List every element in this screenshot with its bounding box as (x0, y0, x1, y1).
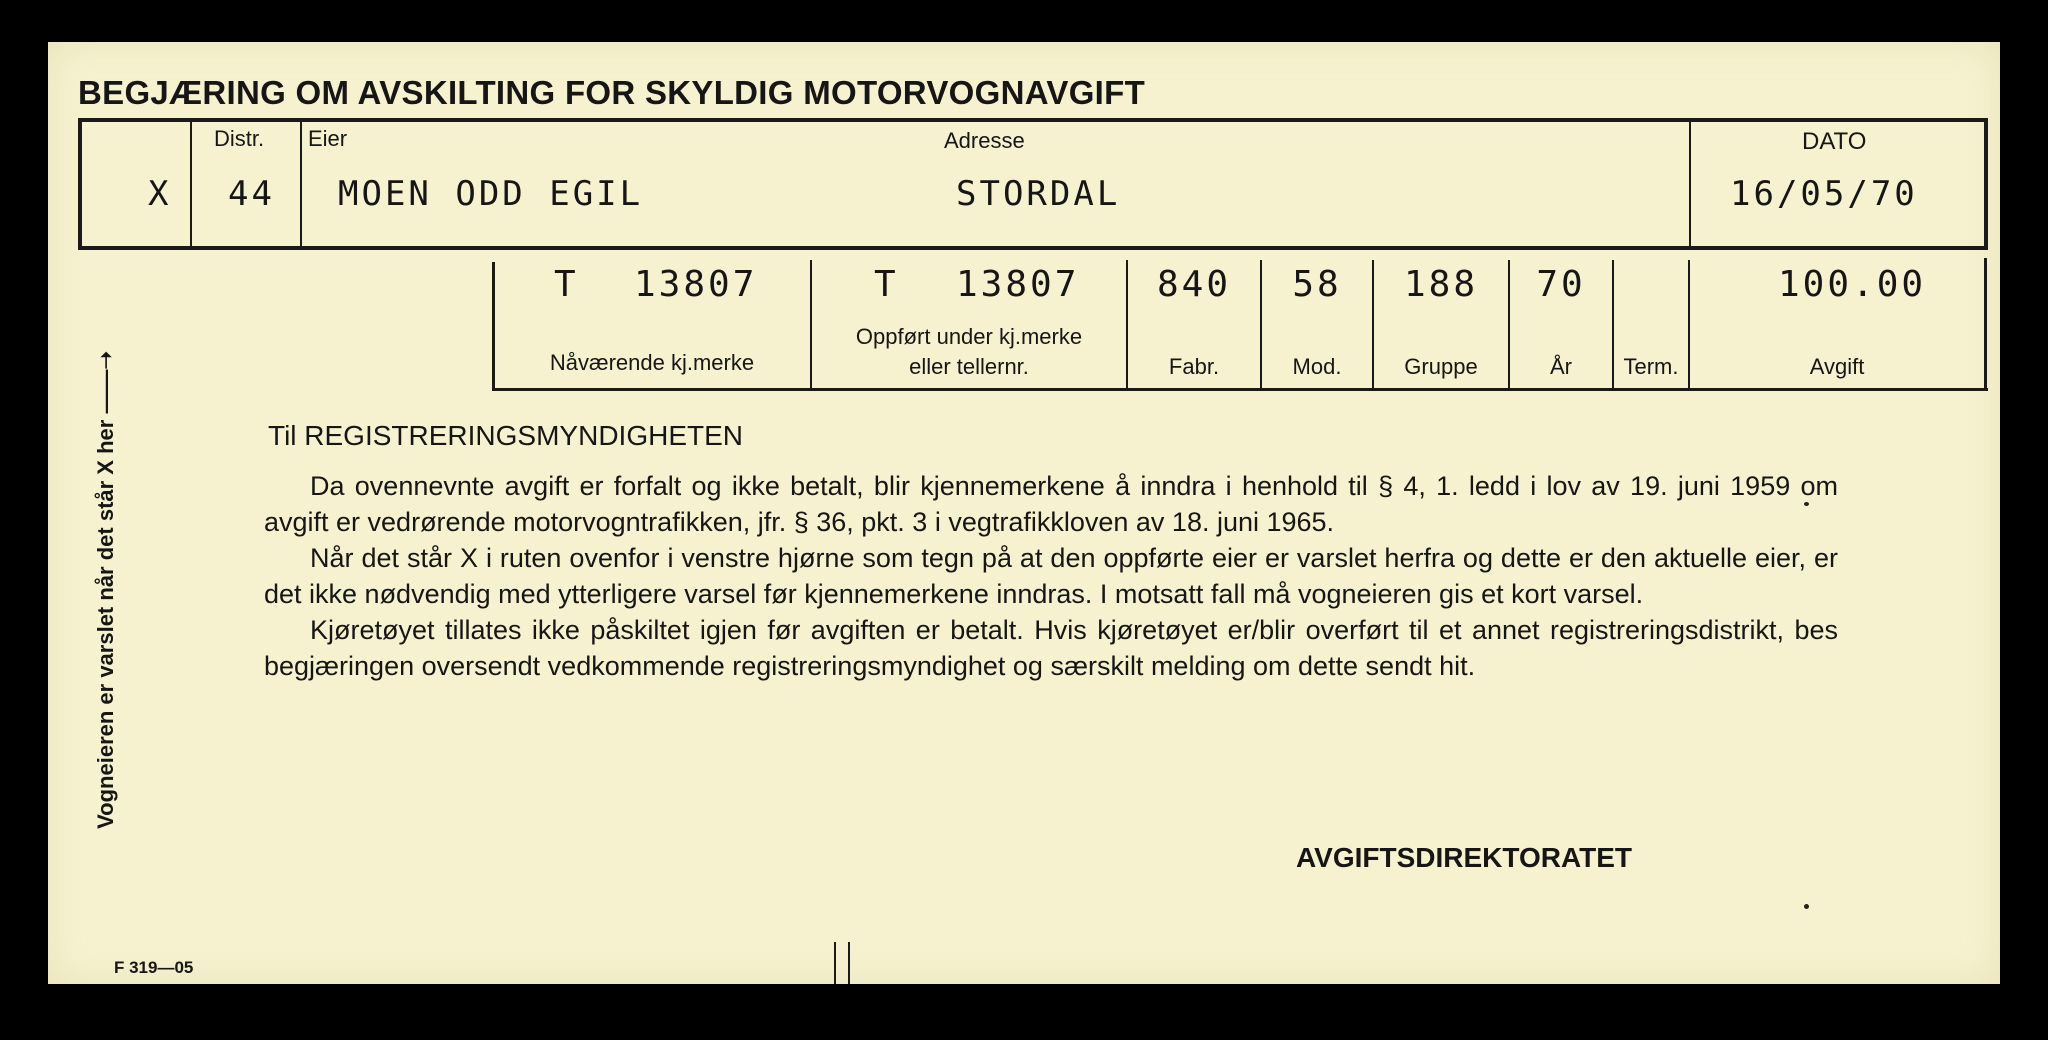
header-left-border (78, 118, 82, 250)
addressee: Til REGISTRERINGSMYNDIGHETEN (268, 420, 743, 451)
fold-mark (834, 942, 836, 984)
speck-mark (1804, 904, 1809, 909)
header-divider-dato (1689, 120, 1691, 248)
distr-value: 44 (228, 174, 275, 214)
date-value: 16/05/70 (1730, 174, 1918, 214)
gruppe-value: 188 (1403, 264, 1479, 305)
term-label: Term. (1623, 354, 1679, 379)
letter-paragraph: Da ovennevnte avgift er forfalt og ikke betalt, blir kjennemerkene å inndra i henhold til § 4, 1. ledd i lov av 19. juni 1959 om avgift er vedrørende motorvogntrafikken, jfr. § 36, pkt. 3 i vegtrafikkloven av 18. juni 1965. (264, 471, 1838, 537)
form-number: F 319—05 (114, 958, 194, 977)
side-note: Vogneieren er varslet når det står X her ——➝ (93, 351, 118, 829)
fold-mark (848, 942, 850, 984)
letter-paragraph: Kjøretøyet tillates ikke påskiltet igjen før avgiften er betalt. Hvis kjøretøyet er/blir overført til et annet registreringsdistrikt, bes begjæringen oversendt vedkommende registreringsmyndighet og særskilt melding om dette sendt hit. (264, 615, 1838, 681)
registered-plate-number: 13807 (956, 264, 1080, 305)
registered-plate-label-2: eller tellernr. (909, 354, 1029, 379)
header-bottom-rule (78, 246, 1988, 250)
fabr-label: Fabr. (1168, 354, 1220, 379)
avgift-label: Avgift (1809, 354, 1865, 379)
header-divider-distr (190, 120, 192, 248)
mod-label: Mod. (1292, 354, 1342, 379)
form-title: BEGJÆRING OM AVSKILTING FOR SKYLDIG MOTORVOGNAVGIFT (78, 74, 1146, 111)
owner-name: MOEN ODD EGIL (338, 174, 644, 214)
notified-mark: X (148, 174, 172, 214)
avgift-value: 100.00 (1778, 264, 1927, 305)
adresse-label: Adresse (944, 128, 1025, 153)
vehicle-bottom-rule (492, 388, 1988, 391)
letter-body (264, 468, 1838, 684)
vehicle-right-border (1984, 258, 1987, 391)
current-plate-label: Nåværende kj.merke (549, 350, 755, 375)
distr-label: Distr. (214, 126, 265, 151)
speck-mark (1804, 502, 1809, 506)
registered-plate-label-1: Oppført under kj.merke (855, 324, 1083, 349)
current-plate-number: 13807 (634, 264, 758, 305)
gruppe-label: Gruppe (1404, 354, 1478, 379)
eier-label: Eier (308, 126, 348, 151)
header-right-border (1984, 118, 1988, 250)
ar-label: År (1550, 354, 1572, 379)
registered-plate-letter: T (874, 264, 899, 305)
header-divider-eier (300, 120, 302, 248)
letter-paragraph: Når det står X i ruten ovenfor i venstre hjørne som tegn på at den oppførte eier er varslet herfra og dette er den aktuelle eier, er det ikke nødvendig med ytterligere varsel før kjennemerkene inndras. I motsatt fall må vogneieren gis et kort varsel. (264, 543, 1838, 609)
owner-address: STORDAL (956, 174, 1121, 214)
form-card (48, 42, 2000, 984)
signature: AVGIFTSDIREKTORATET (1296, 842, 1632, 873)
mod-value: 58 (1292, 264, 1342, 305)
current-plate-letter: T (554, 264, 579, 305)
fabr-value: 840 (1156, 264, 1232, 305)
dato-label: DATO (1802, 128, 1867, 155)
ar-value: 70 (1536, 264, 1586, 305)
header-top-rule (78, 118, 1988, 122)
